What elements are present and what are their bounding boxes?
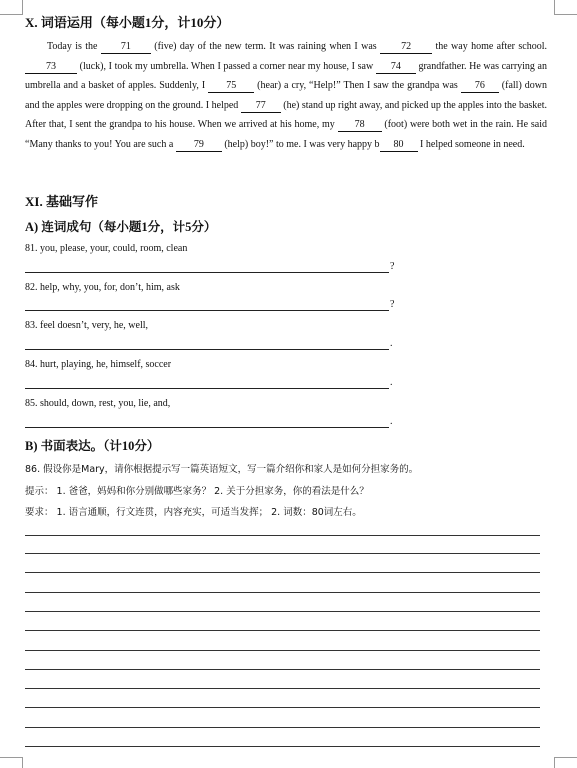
answer-line-82[interactable] bbox=[25, 310, 389, 311]
blank-77: 77 bbox=[241, 100, 281, 113]
blank-79: 79 bbox=[176, 139, 222, 152]
part-b-title: B) 书面表达。（计10分） bbox=[25, 439, 160, 453]
writing-requirements: 要求： 1. 语言通顺，行文连贯，内容充实，可适当发挥； 2. 词数：80词左右。 bbox=[25, 507, 362, 518]
passage-text: (luck), I took my umbrella. When I passed a corner near my house, I saw bbox=[77, 60, 376, 72]
writing-line[interactable] bbox=[25, 650, 540, 651]
answer-line-85[interactable] bbox=[25, 427, 389, 428]
end-punct-83: . bbox=[390, 338, 393, 349]
section-10-title: X. 词语运用（每小题1分，计10分） bbox=[25, 15, 230, 30]
passage-text: (help) boy!” to me. I was very happy b bbox=[221, 138, 380, 150]
question-82: 82. help, why, you, for, don’t, him, ask bbox=[25, 282, 180, 293]
passage-text: (fall) down and the apples were dropping on the ground. I helped bbox=[25, 80, 547, 111]
question-84: 84. hurt, playing, he, himself, soccer bbox=[25, 359, 172, 370]
writing-line[interactable] bbox=[25, 727, 540, 728]
writing-hints: 提示： 1. 爸爸，妈妈和你分别做哪些家务？ 2. 关于分担家务，你的看法是什么？ bbox=[25, 486, 369, 497]
writing-line[interactable] bbox=[25, 535, 540, 536]
end-punct-85: . bbox=[390, 416, 393, 427]
writing-line[interactable] bbox=[25, 553, 540, 554]
crop-mark-bottom-right bbox=[554, 757, 577, 768]
blank-76: 76 bbox=[461, 80, 499, 93]
end-punct-84: . bbox=[390, 377, 393, 388]
crop-mark-bottom-left bbox=[0, 757, 23, 768]
section-11-title: XI. 基础写作 bbox=[25, 194, 98, 209]
blank-74: 74 bbox=[376, 61, 416, 74]
end-punct-82: ? bbox=[390, 299, 395, 310]
crop-mark-top-left bbox=[0, 0, 23, 15]
answer-line-84[interactable] bbox=[25, 388, 389, 389]
blank-72: 72 bbox=[380, 41, 432, 54]
writing-line[interactable] bbox=[25, 611, 540, 612]
crop-mark-top-right bbox=[554, 0, 577, 15]
blank-80: 80 bbox=[380, 139, 418, 152]
answer-line-81[interactable] bbox=[25, 272, 389, 273]
passage-text: (hear) a cry, “Help!” Then I saw the grandpa was bbox=[254, 80, 461, 91]
blank-71: 71 bbox=[101, 41, 151, 54]
writing-line[interactable] bbox=[25, 669, 540, 670]
blank-73: 73 bbox=[25, 61, 77, 74]
blank-78: 78 bbox=[338, 119, 382, 132]
passage-text: the way home after school. bbox=[432, 41, 547, 52]
answer-line-83[interactable] bbox=[25, 349, 389, 350]
writing-line[interactable] bbox=[25, 688, 540, 689]
writing-line[interactable] bbox=[25, 592, 540, 593]
blank-75: 75 bbox=[208, 80, 254, 93]
writing-line[interactable] bbox=[25, 746, 540, 747]
writing-prompt: 86. 假设你是Mary，请你根据提示写一篇英语短文，写一篇介绍你和家人是如何分担家务的。 bbox=[25, 464, 419, 475]
part-a-title: A) 连词成句（每小题1分，计5分） bbox=[25, 220, 217, 234]
question-85: 85. should, down, rest, you, lie, and, bbox=[25, 398, 171, 409]
question-83: 83. feel doesn’t, very, he, well, bbox=[25, 320, 149, 331]
passage-text: Today is the bbox=[47, 41, 101, 52]
passage-text: (he) stand up right away, and picked up the apples into the basket. After that, I sent the grandpa to his house. When we arrived at his home, my bbox=[25, 99, 548, 130]
passage-text: (five) day of the new term. It was raining when I was bbox=[150, 41, 381, 52]
end-punct-81: ? bbox=[390, 261, 395, 272]
writing-line[interactable] bbox=[25, 572, 540, 573]
cloze-passage bbox=[25, 37, 547, 154]
passage-text: grandfather. He was carrying an umbrella and a basket of apples. Suddenly, I bbox=[25, 60, 547, 91]
writing-line[interactable] bbox=[25, 630, 540, 631]
passage-text: I helped someone in need. bbox=[417, 138, 525, 150]
writing-line[interactable] bbox=[25, 707, 540, 708]
passage-text: (foot) were both wet in the rain. He said “Many thanks to you! You are such a bbox=[25, 119, 547, 150]
question-81: 81. you, please, your, could, room, clean bbox=[25, 243, 188, 254]
